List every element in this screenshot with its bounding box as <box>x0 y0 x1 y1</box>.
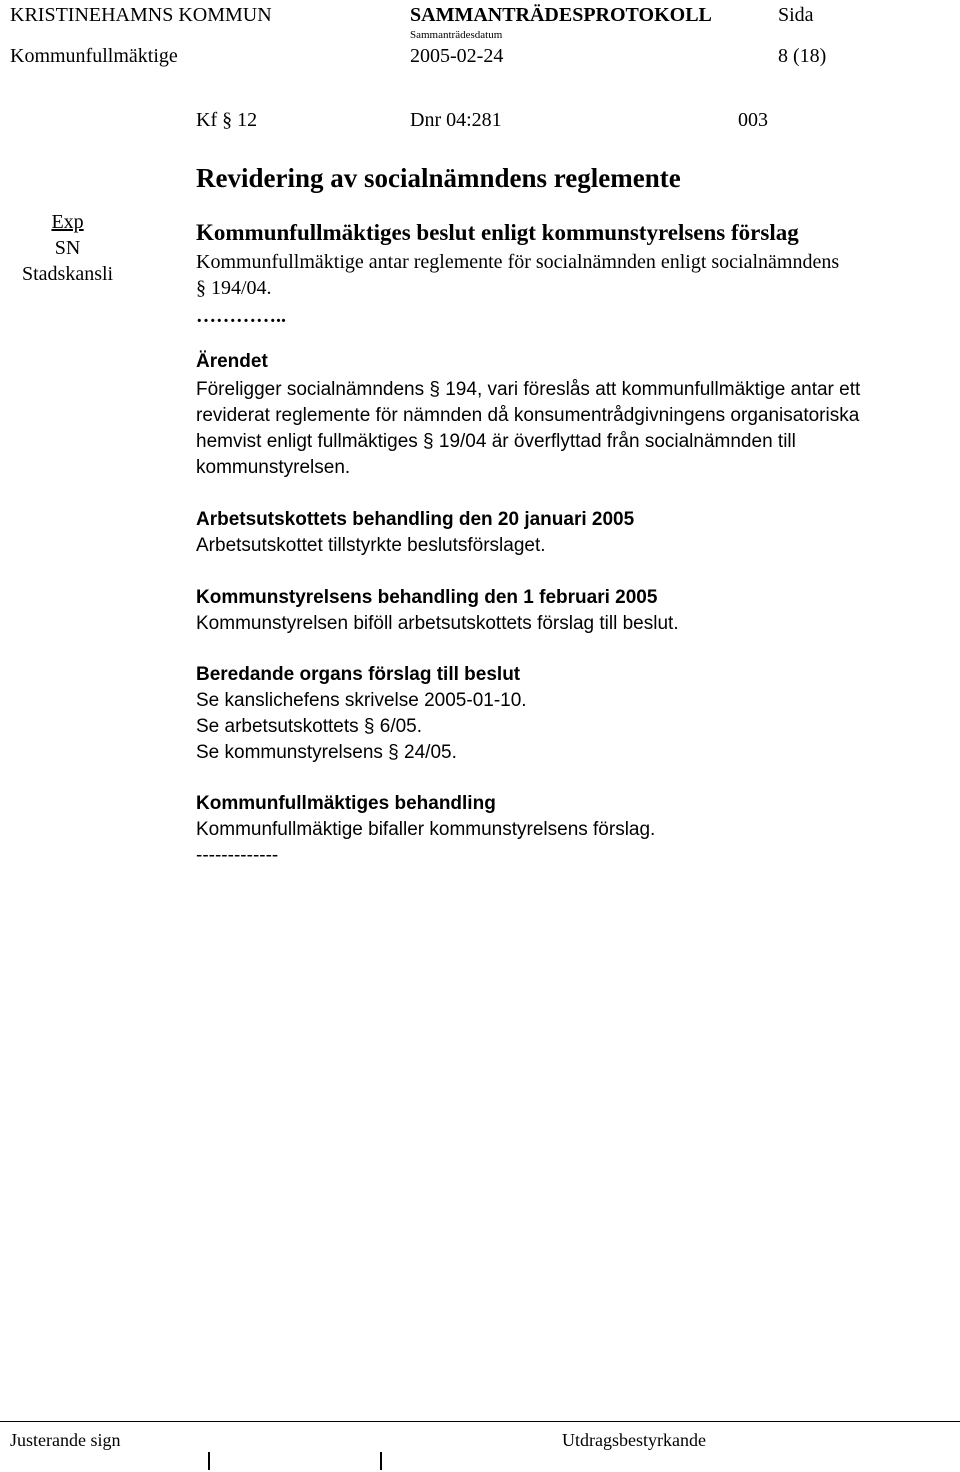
ks-text: Kommunstyrelsen biföll arbetsutskottets förslag till beslut. <box>196 613 679 634</box>
decision-line: § 194/04. <box>196 277 272 299</box>
page-title: Revidering av socialnämndens reglemente <box>196 163 681 193</box>
decision-heading: Kommunfullmäktiges beslut enligt kommunstyrelsens förslag <box>196 220 799 245</box>
beredande-line: Se kommunstyrelsens § 24/05. <box>196 742 457 763</box>
page-number: 8 (18) <box>778 45 827 67</box>
beredande-line: Se arbetsutskottets § 6/05. <box>196 716 423 737</box>
distribution-item: SN <box>54 237 81 259</box>
beredande-line: Se kanslichefens skrivelse 2005-01-10. <box>196 690 527 711</box>
au-text: Arbetsutskottet tillstyrkte beslutsförslaget. <box>196 535 546 556</box>
arendet-line: Föreligger socialnämndens § 194, vari föreslås att kommunfullmäktige antar ett <box>196 379 861 400</box>
protocol-title: SAMMANTRÄDESPROTOKOLL <box>410 4 712 26</box>
signature-label: Justerande sign <box>10 1430 121 1450</box>
section-heading-kf: Kommunfullmäktiges behandling <box>196 793 496 814</box>
decision-dots: ………….. <box>196 305 286 327</box>
section-heading-au: Arbetsutskottets behandling den 20 januari 2005 <box>196 509 635 530</box>
decision-line: Kommunfullmäktige antar reglemente för socialnämnden enligt socialnämndens <box>196 251 840 273</box>
signature-box-divider <box>380 1452 382 1470</box>
body-name: Kommunfullmäktige <box>10 45 178 67</box>
footer-divider <box>0 1421 960 1422</box>
signature-box-divider <box>208 1452 210 1470</box>
arendet-line: reviderat reglemente för nämnden då konsumentrådgivningens organisatoriska <box>196 405 860 426</box>
arendet-line: hemvist enligt fullmäktiges § 19/04 är överflyttad från socialnämnden till <box>196 431 796 452</box>
kf-text: Kommunfullmäktige bifaller kommunstyrelsens förslag. <box>196 819 656 840</box>
kf-dashes: ------------- <box>196 845 279 866</box>
meeting-date-label: Sammanträdesdatum <box>410 29 503 41</box>
arendet-line: kommunstyrelsen. <box>196 457 351 478</box>
distribution-item: Stadskansli <box>22 263 114 285</box>
distribution-list <box>22 209 113 287</box>
page-label: Sida <box>778 4 814 26</box>
extract-label: Utdragsbestyrkande <box>562 1430 706 1450</box>
meeting-date: 2005-02-24 <box>410 45 504 67</box>
section-heading-arendet: Ärendet <box>196 351 268 372</box>
diary-number: Dnr 04:281 <box>410 109 502 131</box>
municipality-name: KRISTINEHAMNS KOMMUN <box>10 4 272 26</box>
section-heading-ks: Kommunstyrelsens behandling den 1 februari 2005 <box>196 587 658 608</box>
case-code: 003 <box>738 109 768 131</box>
paragraph-number: Kf § 12 <box>196 109 258 131</box>
distribution-exp-label: Exp <box>51 211 84 233</box>
section-heading-beredande: Beredande organs förslag till beslut <box>196 664 521 685</box>
